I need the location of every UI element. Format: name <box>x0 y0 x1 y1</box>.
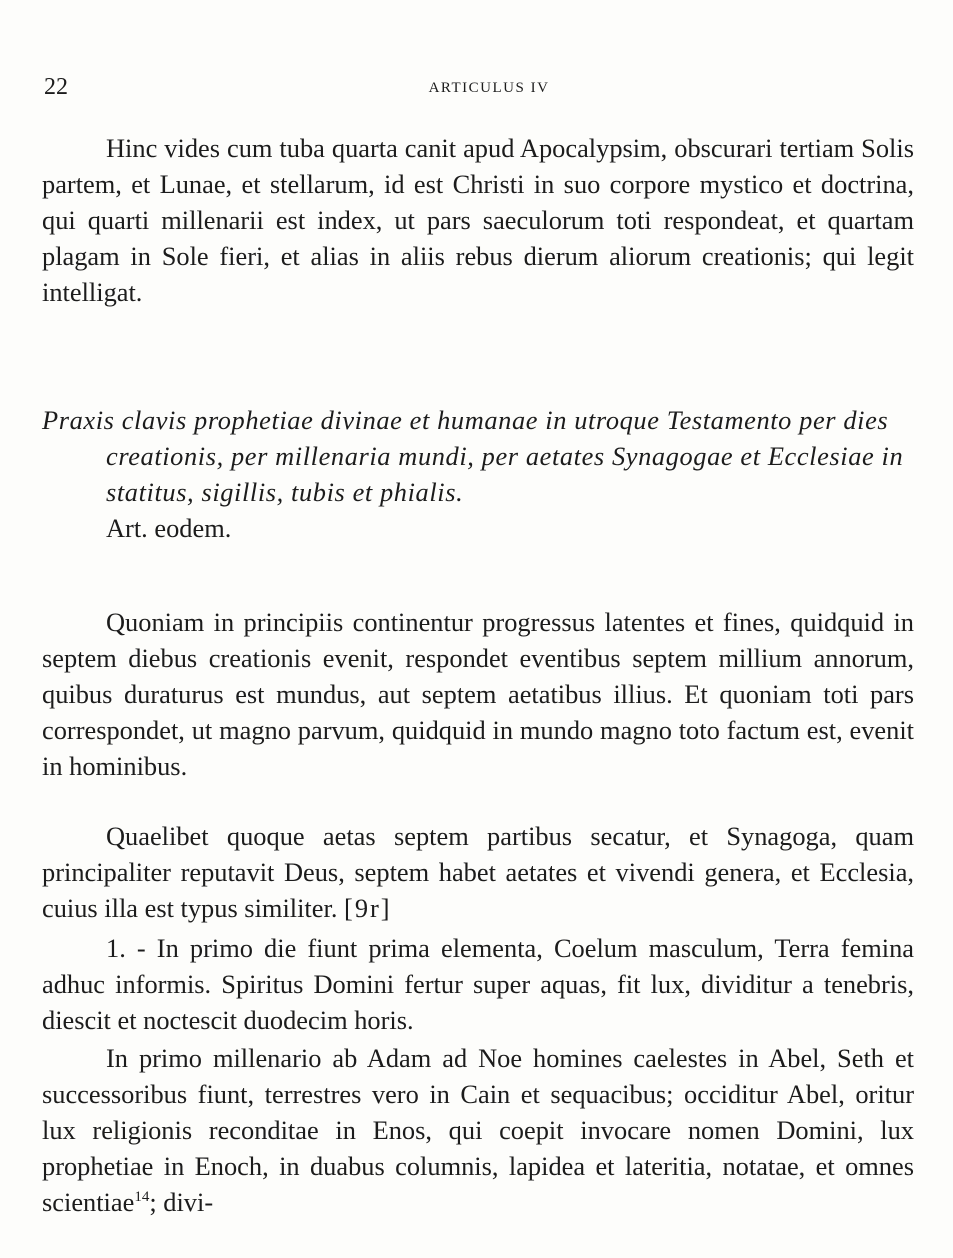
section-subtitle: Art. eodem. <box>106 513 232 543</box>
footnote-marker: 14 <box>134 1189 150 1206</box>
paragraph-quoniam <box>42 604 914 784</box>
paragraph-text: 1. - In primo die fiunt prima elementa, Coelum masculum, Terra femina adhuc informis. Spiritus Domini fertur super aquas, fit lux, dividitur a tenebris, diescit et noctescit duodecim horis. <box>42 933 914 1035</box>
paragraph-apocalypse <box>42 130 914 310</box>
page-number: 22 <box>44 74 68 100</box>
paragraph-text: Hinc vides cum tuba quarta canit apud Apocalypsim, obscurari tertiam Solis partem, et Lunae, et stellarum, id est Christi in suo corpore mystico et doctrina, qui quarti millenarii est index, ut pars saeculorum toti respondeat, et quartam plagam in Sole fieri, et alias in aliis rebus dierum aliorum creationis; qui legit intelligat. <box>42 133 914 307</box>
section-title: Praxis clavis prophetiae divinae et humanae in utroque Testamento per dies creationis, per millenaria mundi, per aetates Synagogae et Ecclesiae in statitus, sigillis, tubis et phialis. <box>42 405 904 507</box>
paragraph-text: Quoniam in principiis continentur progressus latentes et fines, quidquid in septem diebus creationis evenit, respondet eventibus septem millium annorum, quibus duraturus est mundus, aut septem aetatibus illius. Et quoniam toti pars correspondet, ut magno parvum, quidquid in mundo magno toto factum est, evenit in hominibus. <box>42 607 914 781</box>
folio-reference: [9r] <box>344 893 392 923</box>
paragraph-tail: ; divi- <box>149 1187 214 1217</box>
paragraph-text <box>42 1040 914 1220</box>
section-heading <box>42 402 914 546</box>
running-title: ARTICULUS IV <box>428 80 550 96</box>
running-head <box>44 72 914 102</box>
paragraph-quaelibet <box>42 818 914 926</box>
paragraph-text <box>42 818 914 926</box>
paragraph-body: In primo millenario ab Adam ad Noe homines caelestes in Abel, Seth et successoribus fiunt, terrestres vero in Cain et sequacibus; occiditur Abel, oritur lux religionis reconditae in Enos, qui coepit invocare nomen Domini, lux prophetiae in Enoch, in duabus columnis, lapidea et lateritia, notatae, et omnes scientiae <box>42 1043 914 1217</box>
paragraph-body: Quaelibet quoque aetas septem partibus secatur, et Synagoga, quam principaliter reputavit Deus, septem habet aetates et vivendi genera, et Ecclesia, cuius illa est typus similiter. <box>42 821 914 923</box>
paragraph-first-millennium <box>42 1040 914 1220</box>
paragraph-first-day <box>42 930 914 1038</box>
